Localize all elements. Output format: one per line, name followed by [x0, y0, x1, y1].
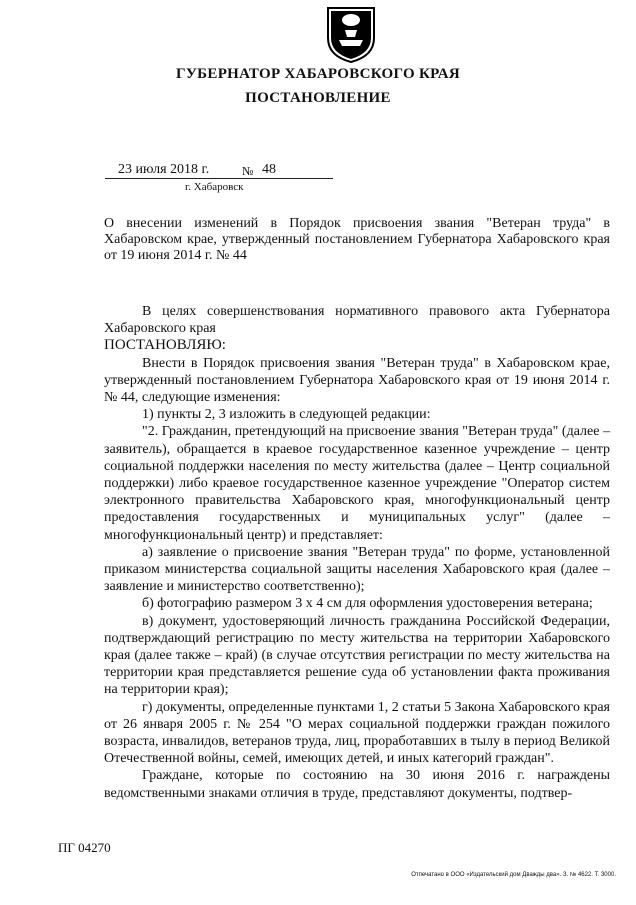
document-subject: О внесении изменений в Порядок присвоения звания "Ветеран труда" в Хабаровском крае, утвержденный постановлением Губернатора Хабаровского края от 19 июня 2014 г. № 44: [104, 216, 610, 263]
body-paragraph: Внести в Порядок присвоения звания "Ветеран труда" в Хабаровском крае, утвержденный постановлением Губернатора Хабаровского края от 19 июня 2014 г. № 44, следующие изменения:: [104, 355, 610, 406]
date-number-line: [105, 162, 333, 179]
document-date: 23 июля 2018 г.: [118, 162, 210, 177]
document-type: ПОСТАНОВЛЕНИЕ: [245, 90, 391, 106]
printer-imprint: Отпечатано в ООО «Издательский дом Дважды два». З. № 4622. Т. 3000.: [411, 872, 616, 878]
document-body: [104, 303, 610, 802]
document-number: 48: [262, 162, 276, 177]
city: г. Хабаровск: [185, 181, 244, 193]
body-paragraph: б) фотографию размером 3 х 4 см для оформления удостоверения ветерана;: [142, 596, 593, 612]
body-paragraph: "2. Гражданин, претендующий на присвоение звания "Ветеран труда" (далее – заявитель), обращается в краевое государственное казенное учреждение – центр социальной поддержки населения по месту жительства (далее – Центр социальной поддержки) либо краевое государственное казенное учреждение "Оператор систем электронного правительства Хабаровского края, многофункциональный центр предоставления государственных и муниципальных услуг" (далее – многофункциональный центр) и представляет:: [104, 424, 610, 543]
body-paragraph: Граждане, которые по состоянию на 30 июня 2016 г. награждены ведомственными знаками отличия в труде, представляют документы, подтвер-: [104, 768, 610, 801]
body-paragraph: а) заявление о присвоение звания "Ветеран труда" по форме, установленной приказом министерства социальной защиты населения Хабаровского края (далее – заявление и министерство соответственно);: [104, 544, 610, 595]
body-paragraph: в) документ, удостоверяющий личность гражданина Российской Федерации, подтверждающий регистрацию по месту жительства на территории Хабаровского края (далее также – край) (в случае отсутствия регистрации по месту жительства на территории края представляется решение суда об установлении факта проживания на территории края);: [104, 613, 610, 698]
khabarovsk-coat-of-arms-icon: [324, 4, 378, 64]
resolve-heading: ПОСТАНОВЛЯЮ:: [104, 337, 226, 354]
document-code: ПГ 04270: [58, 840, 111, 855]
intro-paragraph: В целях совершенствования нормативного правового акта Губернатора Хабаровского края: [104, 304, 610, 337]
body-paragraph: г) документы, определенные пунктами 1, 2 статьи 5 Закона Хабаровского края от 26 января 2005 г. № 254 "О мерах социальной поддержки граждан пожилого возраста, инвалидов, ветеранов труда, лиц, проработавших в тылу в период Великой Отечественной войны, семей, имеющих детей, и иных категорий граждан".: [104, 699, 610, 767]
number-label: №: [242, 164, 254, 178]
issuer-title: ГУБЕРНАТОР ХАБАРОВСКОГО КРАЯ: [176, 66, 460, 82]
body-paragraph: 1) пункты 2, 3 изложить в следующей редакции:: [142, 407, 431, 423]
